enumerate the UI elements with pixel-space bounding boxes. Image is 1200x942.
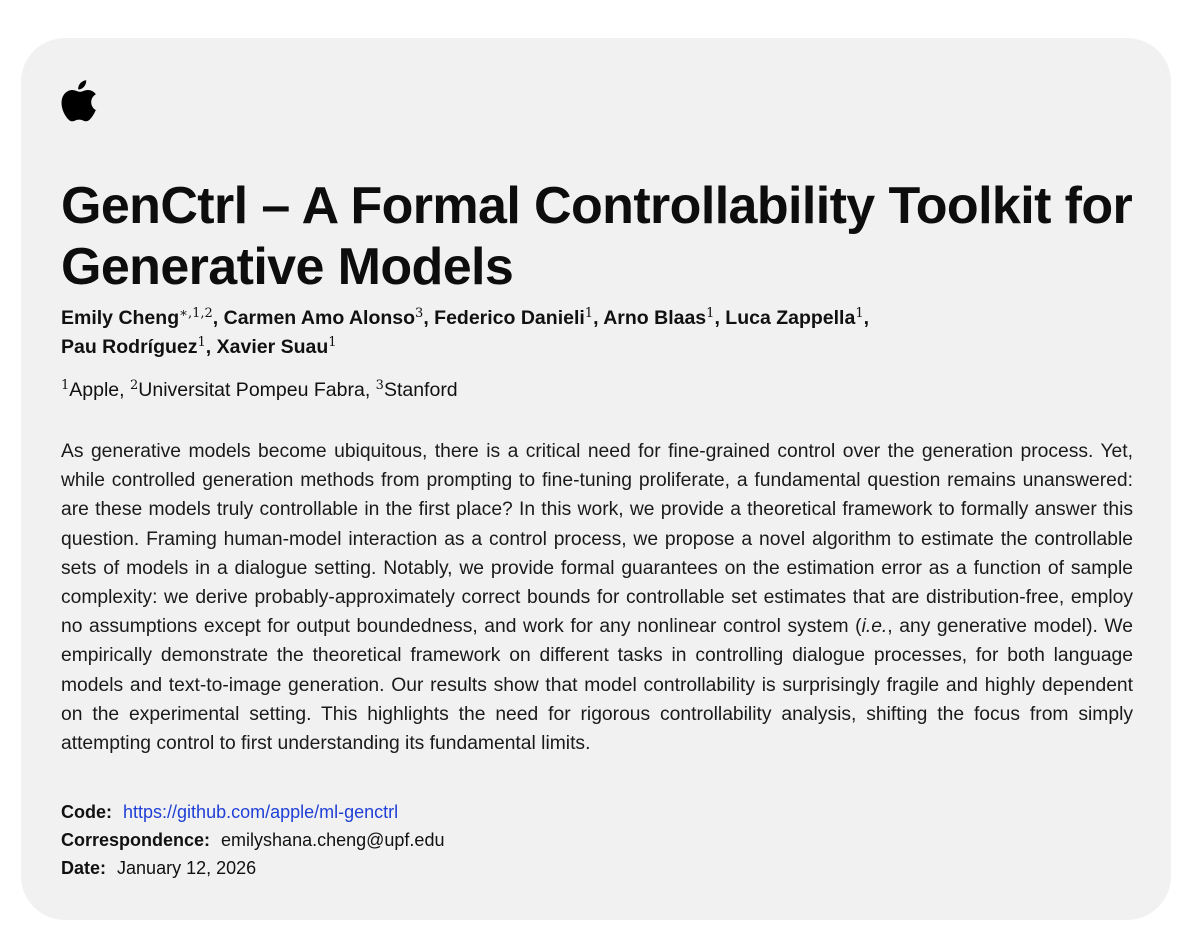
author-marks: 3 bbox=[415, 306, 424, 321]
paper-card bbox=[21, 38, 1171, 920]
date-value: January 12, 2026 bbox=[117, 858, 257, 878]
code-link[interactable]: https://github.com/apple/ml-genctrl bbox=[123, 802, 399, 822]
author-name: Xavier Suau bbox=[216, 336, 329, 358]
correspondence-row bbox=[61, 826, 444, 854]
author-list: Emily Cheng$^{∗,1,2}$, Carmen Amo Alonso$^3$, Federico Danieli$^1$, Arno Blaas$^1$, Luca Zappella$^1$, Pau Rodríguez$^1$, Xavier Suau$^1$ bbox=[61, 306, 870, 358]
paper-metadata bbox=[61, 798, 444, 882]
author-name: Federico Danieli bbox=[434, 307, 585, 329]
correspondence-email: emilyshana.cheng@upf.edu bbox=[221, 830, 445, 850]
date-row bbox=[61, 854, 444, 882]
author-marks: 1 bbox=[855, 306, 864, 321]
code-label: Code: bbox=[61, 802, 112, 822]
affiliation-list: $^1$Apple, $^2$Universitat Pompeu Fabra, $^3$Stanford bbox=[61, 378, 458, 401]
author-marks: 1 bbox=[197, 335, 206, 350]
author-marks: 1 bbox=[584, 306, 594, 321]
correspondence-label: Correspondence: bbox=[61, 830, 211, 850]
author-name: Emily Cheng bbox=[61, 307, 180, 329]
paper-title: GenCtrl – A Formal Controllability Toolkit for Generative Models bbox=[61, 177, 1133, 296]
abstract-text: , any generative model). We empirically demonstrate the theoretical framework on different tasks in controlling dialogue processes, for both language models and text-to-image generation. Our results show that model controllability is surprisingly fragile and highly dependent on the experimental setting. This highlights the need for rigorous controllability analysis, shifting the focus from simply attempting control to first understanding its fundamental limits. bbox=[61, 616, 1134, 755]
author-marks: 1 bbox=[706, 306, 715, 321]
abstract-italic: i.e. bbox=[861, 616, 888, 638]
author-marks: ∗,1,2 bbox=[179, 306, 213, 321]
author-name: Carmen Amo Alonso bbox=[223, 307, 416, 329]
abstract-text: As generative models become ubiquitous, there is a critical need for fine-grained control over the generation process. Yet, while controlled generation methods from prompting to fine-tuning proliferate, a fundamental question remains unanswered: are these models truly controllable in the first place? In this work, we provide a theoretical framework to formally answer this question. Framing human-model interaction as a control process, we propose a novel algorithm to estimate the controllable sets of models in a dialogue setting. Notably, we provide formal guarantees on the estimation error as a function of sample complexity: we derive probably-approximately correct bounds for controllable set estimates that are distribution-free, employ no assumptions except for output boundedness, and work for any nonlinear control system ( bbox=[61, 441, 1133, 638]
affiliation-name: Universitat Pompeu Fabra bbox=[138, 379, 365, 401]
author-name: Arno Blaas bbox=[603, 307, 707, 329]
author-name: Pau Rodríguez bbox=[61, 336, 198, 358]
affiliation-mark: 3 bbox=[375, 378, 384, 393]
affiliation-name: Stanford bbox=[383, 379, 458, 401]
date-label: Date: bbox=[61, 858, 107, 878]
affiliation-mark: 2 bbox=[130, 378, 139, 393]
apple-logo-icon bbox=[61, 79, 97, 123]
affiliation-name: Apple bbox=[69, 379, 120, 401]
affiliation-mark: 1 bbox=[61, 378, 70, 393]
code-row bbox=[61, 798, 444, 826]
abstract bbox=[61, 437, 1133, 758]
author-marks: 1 bbox=[328, 335, 337, 350]
author-name: Luca Zappella bbox=[725, 307, 856, 329]
